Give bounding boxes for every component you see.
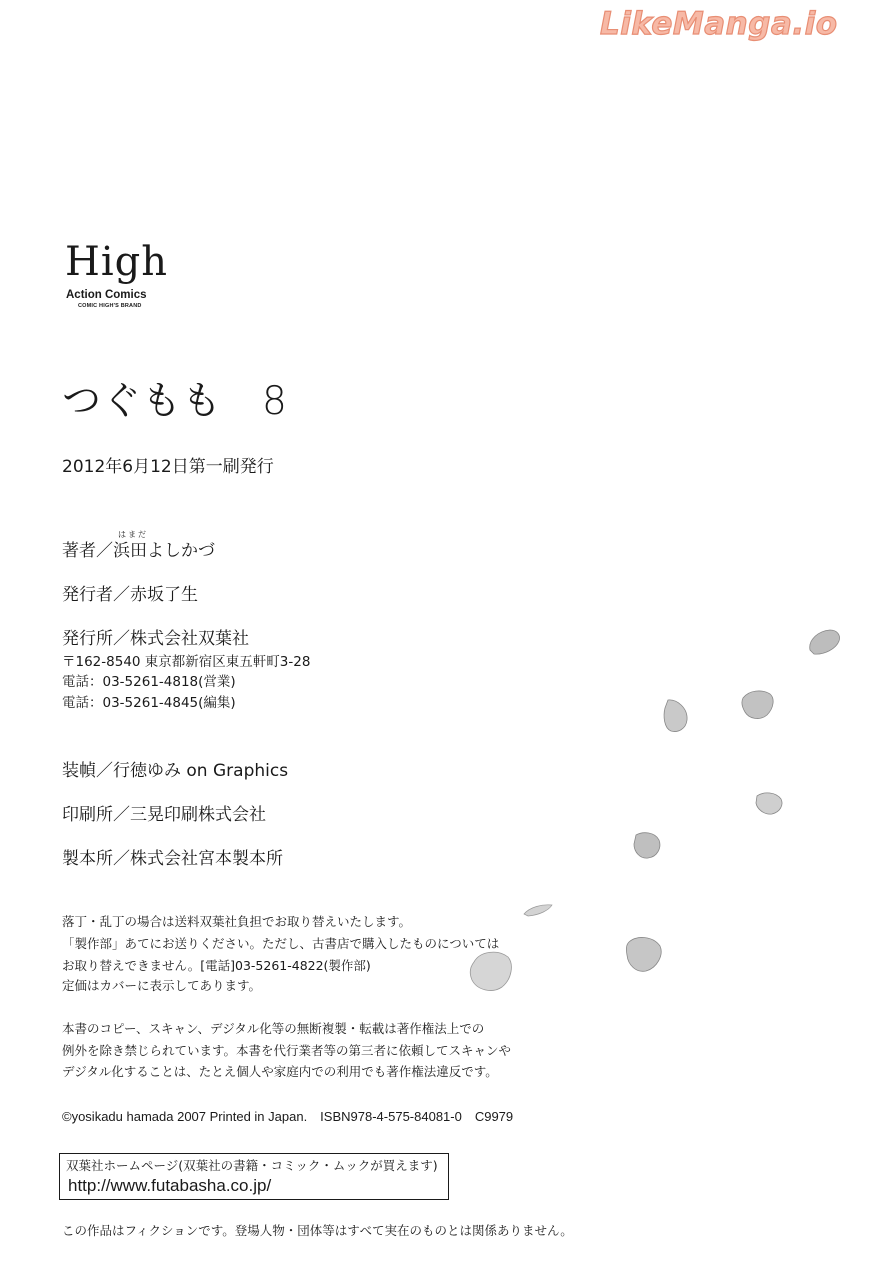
printer-credit: 印刷所／三晃印刷株式会社 [62, 805, 266, 825]
binder-credit: 製本所／株式会社宮本製本所 [62, 849, 283, 869]
publisher-person-credit: 発行者／赤坂了生 [62, 585, 198, 605]
defects-notice-line: 落丁・乱丁の場合は送料双葉社負担でお取り替えいたします。 [62, 914, 412, 929]
first-print-date: 2012年6月12日第一刷発行 [62, 457, 274, 477]
homepage-url-link[interactable]: http://www.futabasha.co.jp/ [68, 1176, 272, 1195]
design-credit: 装幀／行徳ゆみ on Graphics [62, 761, 289, 781]
petal-decoration [522, 903, 554, 917]
imprint-logo-subtitle: Action Comics [66, 289, 147, 301]
publisher-address: 〒162-8540 東京都新宿区東五軒町3-28 [62, 654, 311, 670]
petal-decoration [662, 698, 690, 734]
petal-decoration [624, 934, 664, 974]
petal-decoration [740, 688, 776, 722]
copying-notice-line: 例外を除き禁じられています。本書を代行業者等の第三者に依頼してスキャンや [62, 1043, 512, 1058]
phone-sales: 電話：03-5261-4818(営業) [62, 674, 236, 690]
book-title: つぐもも 8 [62, 379, 288, 424]
petal-decoration [468, 948, 514, 994]
copying-notice-line: 本書のコピー、スキャン、デジタル化等の無断複製・転載は著作権法上での [62, 1021, 485, 1036]
publisher-credit: 発行所／株式会社双葉社 [62, 629, 249, 649]
petal-decoration [806, 628, 842, 656]
fiction-disclaimer: この作品はフィクションです。登場人物・団体等はすべて実在のものとは関係ありません。 [62, 1223, 573, 1238]
author-furigana: はまだ [118, 530, 148, 539]
defects-notice-line: 「製作部」あてにお送りください。ただし、古書店で購入したものについては [62, 936, 500, 951]
imprint-logo-brand: COMIC HIGH'S BRAND [78, 303, 142, 309]
homepage-box [59, 1153, 449, 1200]
defects-notice-line: 定価はカバーに表示してあります。 [62, 978, 262, 993]
defects-notice-line: お取り替えできません。[電話]03-5261-4822(製作部) [62, 958, 371, 973]
copying-notice-line: デジタル化することは、たとえ個人や家庭内での利用でも著作権法違反です。 [62, 1064, 498, 1079]
petal-decoration [632, 830, 662, 860]
phone-editorial: 電話：03-5261-4845(編集) [62, 695, 236, 711]
copyright-line: ©yosikadu hamada 2007 Printed in Japan. ISBN978-4-575-84081-0 C9979 [62, 1109, 514, 1124]
site-watermark: LikeManga.io [600, 6, 838, 42]
petal-decoration [754, 790, 784, 816]
homepage-label: 双葉社ホームページ(双葉社の書籍・コミック・ムックが買えます) [66, 1158, 438, 1173]
imprint-logo-title: High [65, 239, 169, 285]
author-credit: 著者／浜田よしかづ [62, 541, 215, 561]
